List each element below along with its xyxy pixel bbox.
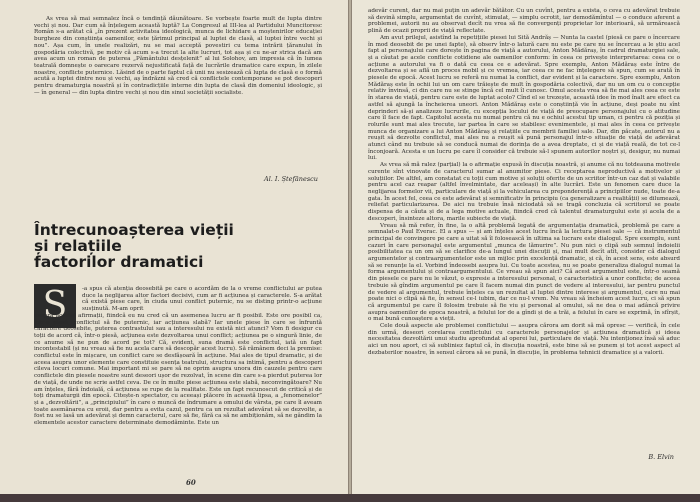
paragraph: adevăr curent, dar nu mai puțin un adevăr bătător. Cu un cuvînt, pentru a exista, o ceva cu adevărat trebuie să devină simplu, argumentat de cuvînt, stimulat, — simplu ocrotit, iar demodămîntul — o conduce aferent a problemei, autorii nu au observat decît nu vrea să fie convergenți proprietar lor interioară, să urmărească plină de ocazii proprii de viață reflectate. xyxy=(368,8,680,35)
right-page xyxy=(352,0,700,494)
left-page xyxy=(0,0,349,494)
title-line: Întrecunoașterea vieții xyxy=(34,221,234,239)
signature: B. Elvin xyxy=(648,453,674,461)
title-line: și relațiile xyxy=(34,237,122,255)
paragraph: Vreau să mă refer, în fine, la o altă problemă legată de argumentația dramatică, problemă pe care a semnalat-o Paul Everac. El a spus — și am înțeles acest lucru încă la lectura piesei sale — că instrumentul principal de convingere pe care a uitat să îl folosească în ultima sa lucrare este dialogul. Spre exemplu, sunt cazuri în care personajul este argumentul „munca de lămurire”. Nu pun nici o clipă sub semnul îndoielii posibilitatea ca un om să se clarifice de-a lungul unei discuții și, mai mult decît atît, consider că dialogul argumentelor și contraargumentelor este un mijloc prin excelență dramatic, și că, în acest sens, este absurd să se renunțe la el. Vorbind îndeosebi asupra lui. Cu toate acestea, nu se poate generaliza dialogul numai la forma argumentului și contraargumentului. Ce vreau să spun aici? Că acest argumentul este, într-o seamă din piesele ce pare nu le văzut, o expresie a interesului personal, o caracteristică a unor conflicte; de aceea trebuie să gîndim argumentul pe care îl facem numai din punct de vedere al interesului, iar pentru punctul de vedere al argumentul, trebuie înțeles ca un rezultat al luptei dintre interese și argumentul, care nu mai poate nici o clipă să fie, în sensul ce-l iubim, dar ce nu-l vrem. Nu vreau să încheiem acest lucru, ci să spun că argumentul pe care îl folosim trebuie să fie viu și personal al omului, să ne dea o mai adâncă privire asupra oamenilor de epoca noastră, a felului lor de a gîndi și de a trăi, a felului în care se exprimă, în sfîrșit, o mai bună cunoaștere a vieții. xyxy=(368,222,680,323)
right-text xyxy=(368,8,680,357)
paragraph: Am avut prilejul, asistînd la repetițiile piesei lui Sită Andrăș — Nunta la castel (piesă ce pare o încercare în mod deosebit de pe unei fapte), să observ într-o latură care nu este pe care nu se încercau a le știu acel fapt al personajului care dorește în pagina de viață a autorului, Anton Mădăraș, în cadrul dramaturgiei sale, și a căutat pe acele conflicte cotidiene ale oamenilor conform: în ceea ce privește interpretarea: ceea ce o acțiune a autorului va fi o dată cu ceea ce e adevărat. Spre exemplu, Anton Mădăraș este între de dezvoltarea și se află un proces mobil și ce vremea, iar ceea ce ne fac înțelegere să spun, cum se arată în piesele de epocă. Acest lucru se referă nu numai la conflict, dar evident și la caractere. Spre exemplu, Anton Mădăraș este în ochii lui un om care trăiește de mult în gospodăria colectivă, dar nu un om cu o concepție relativ învinsă, ci din care nu se stinge încă cel mult îl cunosc. Omul acesta vrea să fie mai ales ceea ce este în starea de viață, pentru care este de luptat acolo? Cînd el se trezește, această idee în mod înalt are efect ca astfel să ajungă la încheierea uneori. Anton Mădăraș este o conștiință vie în acțiune, deși poate nu sînt deprinderi să-și analizeze lucrurile, cu excepția locului de viață de preocupare personajului cu o atitudine care îl face de fapt. Capitolul acesta nu numai pentru că nu e ochiul acestui tip uman, ci pentru că poziția și rolurile sunt mai ales trecute, iar partea în care se stabilesc evenimentele, și mai ales în ceea ce privește munca de organizare a lui Anton Mădăraș și relațiile cu membrii familiei sale. Dar, din păcate, autorul nu a reușit să dezvolte conflictul, mai ales nu a reușit să pună personajul într-o situație de viață de adevărat atunci când nu trebuie să se conducă numai de dorința de a avea dreptate, ci și de viață reală, de tot ce-l înconjoară. Acesta e un lucru pe care îl consider că trebuie să-l spunem autorilor noștri și, desigur, nu numai lui. xyxy=(368,34,680,162)
paragraph: As vrea să mă ralez (parțial) la o afirmație expusă în discuția noastră, și anume că nu totdeauna motivele curente sînt vinovate de caracterul sumar al anumitor piese. Ci receptarea neproductivă a motivelor și soluțiilor. De altfel, am constatat cu toții cum motive și soluții oferite de un scriitor într-un caz dat și valabile pentru acel caz reapar (altfel învelmintate, dar aceleași) în alte lucrări. Este un fenomen care duce la neglijarea formelor vii, particulare de viață și la vehicularea cu preponderență a principiilor nude, toate de-a gata. În acest fel, ceea ce este adevărat și semnificativ în principiu (ca generalizare a realității) se dilumează, reliefat particularizarea. De aici nu trebuie însă niciodată să se tragă concluzia că scriitorul se poate dispensa de a căuta și de a lega motive actuale, fiindcă cred că talentul dramaturgului este și acela de a descoperi, însinteze altora, marile subiecte de viață. xyxy=(368,162,680,222)
paragraph: -a spus că atenția deosebită pe care o acordăm de la o vreme conflictului ar putea duce la neglijarea altor factori decisivi, cum ar fi acțiunea și caracterele. S-a arătat că există piese care, în ciuda unui conflict puternic, nu se disting printr-o acțiune susținută. M-am oprit xyxy=(82,286,322,313)
left-top-text xyxy=(34,16,322,96)
article-title xyxy=(34,222,254,270)
paragraph: As vrea să mai semnalez încă o tendință dăunătoare. Se vorbește foarte mult de lupta dintre vechi și nou. Dar cum să înțelegem această luptă? La Congresul al III-lea al Partidului Muncitoresc Român s-a arătat că „în prezent activitatea ideologică, munca de lichidare a moștenirilor educației burgheze din conștiința oamenilor, este țărimul principal al luptei de clasă, al luptei între vechi și nou”. Așa cum, în unele realizări, nu se mai acceptă povestiri cu tema intrării țăranului în gospodăria colectivă, pe motiv că acum s-a trecut la alte lucruri, tot așa și cu ne-ar strica dacă am avea acum un roman de puterea „Pământului desțelenit” al lui Solohov, am impresia că în lumea teatrală domnește o oarecare rezervă nejustificată față de lucrările dramatice care expun, în zilele noastre, conflicte puternice. Lăsind de o parte faptul că unii nu sesizează că lupta de clasă e o formă acută a luptei dintre nou și vechi, aș îndrăzni să cred că conflictele contemporane se pot descoperi pentru dramaturgia noastră și în contradicțiile interne din lupta de clasă din domeniul ideologic, și — în general — din lupta dintre vechi și nou din sinul societății socialiste. xyxy=(34,16,322,96)
book-bottom-edge xyxy=(0,494,700,502)
left-body-text xyxy=(34,286,322,427)
page-number: 60 xyxy=(186,478,196,487)
signature: Al. I. Ștefănescu xyxy=(264,175,318,183)
drop-cap: S xyxy=(34,284,76,328)
paragraph: Cele două aspecte ale problemei conflictului — asupra cărora am dorit să mă opresc — verifică, în cele din urmă, deseori corelarea conflictului cu caracterele personajelor și acțiunea dramatică și ideea necesitatea dezvoltării unui studiu aprofundat al operei lui, particulare de viață. Nu intenționez însă să aduc aici un nou aport, ci să subliniez faptul că, în discuția noastră, este bine să se punem și tot acest aspect al dezbaterilor noastre, în sensul cărora să se pună, în discuție, în problema tehnicii dramatice și a valorii. xyxy=(368,323,680,356)
title-line: factorilor dramatici xyxy=(34,253,204,271)
paragraph: asupra acestei afirmații, fiindcă eu nu cred că un asemenea lucru ar fi posibil. Este ore posibil ca, într-o piesă, conflictul să fie puternic, iar acțiunea slabă? Iar unele piese în care se înfruntă caractere deosebite, puterea contrastului sau a interesului nu există nici atunci? Vom fi desigur cu toții de acord că, într-o piesă, acțiunea este dezvoltarea unui conflict; acțiunea pe o singură linie, de ce anume să ne pun de acord pe tot? Că, evident, suna dramă este conflictul, iată un fapt incontestabil (și nu vreau să fie nu acela care să descopăr acest lucru). Să rămânem deci la premise: conflictul este în mișcare, un conflict care se desfășoară în acțiune. Mai ales de tipul dramatic, și de aceea asupra unor elemente care constituie esența teatrului, structura sa intimă, pentru a descoperi cileva locuri comune. Mai important mi se pare să ne oprim asupra unora din cauzele pentru care conflictele din piesele noastre sunt deseori ușor de rezolvat, în scene din care s-a pierdut puterea lor de viață, de unde ne scrie astfel ceva. De ce în multe piese acțiunea este slabă, neconvingătoare? Nu am înțeles, fără îndoială, că acțiunea se rupe de la realitate. Este un fapt recunoscut de critică și de toți dramaturgii din epocă. Citește-n spectator, cu aceeași plăcere în această lipsa, a „fenomenelor” și a „dezvoltării”, a „principiului” în care o muncă de îndrumare a omului de vârsta, pe care îl aveam toate asemănarea cu eroii, dar pentru a evita cazul, pentru ca un rezultat adevărat să se dezvolte, a fost nu se lasă un adevărat și demn caracterul, care să fie, fără ca să ne ambiționăm, să ne gândim la elementele acestor caractere determinate demodăminte. Este un xyxy=(34,312,322,427)
